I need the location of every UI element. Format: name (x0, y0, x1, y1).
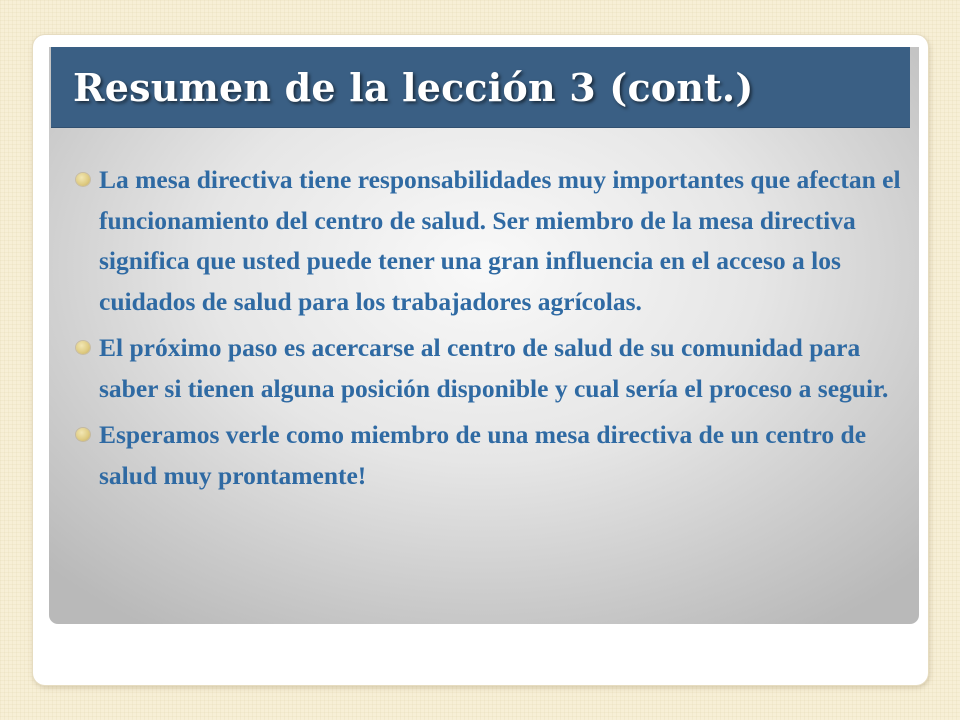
bullet-text: El próximo paso es acercarse al centro de salud de su comunidad para saber si tienen alguna posición disponible y cual sería el proceso a seguir. (99, 333, 889, 403)
bullet-list (76, 160, 901, 502)
slide-title: Resumen de la lección 3 (cont.) (73, 65, 754, 110)
bullet-item (76, 415, 901, 496)
bullet-dot-icon (76, 428, 90, 441)
bullet-item (76, 328, 901, 409)
bullet-item (76, 160, 901, 322)
bullet-text: Esperamos verle como miembro de una mesa directiva de un centro de salud muy prontamente! (99, 420, 867, 490)
bullet-dot-icon (76, 173, 90, 186)
bullet-text: La mesa directiva tiene responsabilidades muy importantes que afectan el funcionamiento del centro de salud. Ser miembro de la mesa directiva significa que usted puede tener una gran influencia en el acceso a los cuidados de salud para los trabajadores agrícolas. (99, 165, 901, 316)
bullet-dot-icon (76, 341, 90, 354)
